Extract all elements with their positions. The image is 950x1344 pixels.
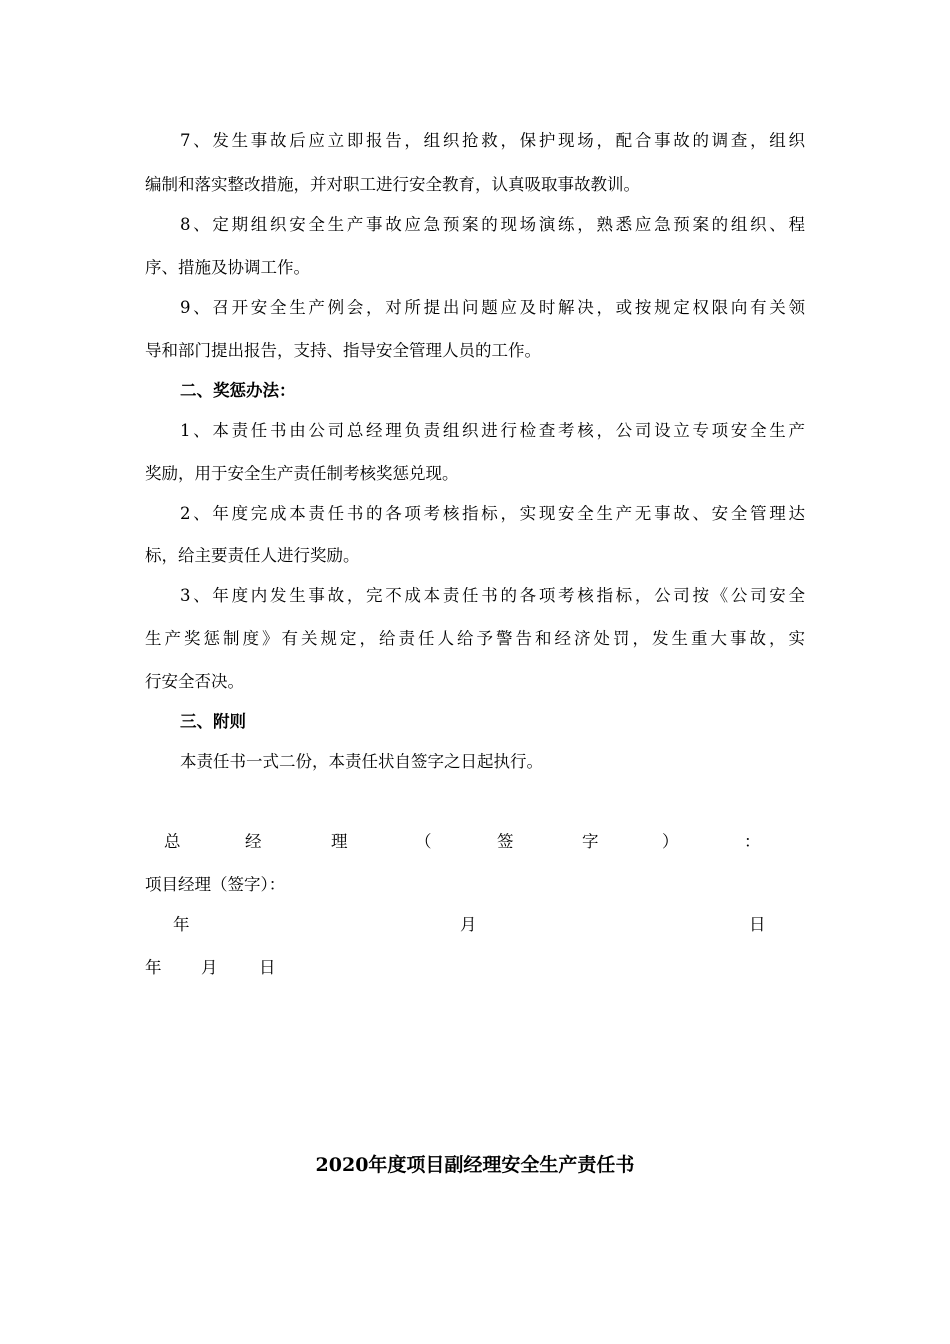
sig-char: ： [744, 832, 761, 851]
date-line-2 [0, 955, 950, 981]
item8-line1: 8、定期组织安全生产事故应急预案的现场演练，熟悉应急预案的组织、程 [180, 215, 805, 234]
sig-char: 总 [164, 832, 181, 851]
project-manager-signature-label: 项目经理（签字）： [145, 875, 286, 894]
day-label: 日 [259, 958, 276, 977]
sig-char: 字 [582, 832, 599, 851]
item7-line2: 编制和落实整改措施，并对职工进行安全教育，认真吸取事故教训。 [145, 175, 640, 194]
item9-line1: 9、召开安全生产例会，对所提出问题应及时解决，或按规定权限向有关领 [180, 298, 805, 317]
reward-item2-line2: 标，给主要责任人进行奖励。 [145, 546, 360, 565]
reward-item3-line3: 行安全否决。 [145, 672, 244, 691]
section3-heading: 三、附则 [180, 712, 246, 731]
month-label: 月 [201, 958, 218, 977]
appendix-text: 本责任书一式二份，本责任状自签字之日起执行。 [180, 752, 543, 771]
next-document-title: 2020年度项目副经理安全生产责任书 [315, 1154, 635, 1176]
item9-line2: 导和部门提出报告，支持、指导安全管理人员的工作。 [145, 341, 541, 360]
sig-char: 理 [331, 832, 348, 851]
year-label: 年 [173, 915, 190, 934]
reward-item2-line1: 2、年度完成本责任书的各项考核指标，实现安全生产无事故、安全管理达 [180, 504, 805, 523]
sig-char: 签 [497, 832, 514, 851]
sig-char: （ [415, 832, 432, 851]
section2-heading: 二、奖惩办法： [180, 381, 296, 400]
item8-line2: 序、措施及协调工作。 [145, 258, 310, 277]
reward-item1-line1: 1、本责任书由公司总经理负责组织进行检查考核，公司设立专项安全生产 [180, 421, 805, 440]
reward-item1-line2: 奖励，用于安全生产责任制考核奖惩兑现。 [145, 464, 459, 483]
year-label: 年 [145, 958, 162, 977]
sig-char: ） [662, 832, 679, 851]
reward-item3-line1: 3、年度内发生事故，完不成本责任书的各项考核指标，公司按《公司安全 [180, 586, 805, 605]
general-manager-signature-line [0, 829, 950, 855]
reward-item3-line2: 生产奖惩制度》有关规定，给责任人给予警告和经济处罚，发生重大事故，实 [145, 629, 805, 648]
date-line-1 [0, 912, 950, 938]
sig-char: 经 [245, 832, 262, 851]
month-label: 月 [460, 915, 477, 934]
item7-line1: 7、发生事故后应立即报告，组织抢救，保护现场，配合事故的调查，组织 [180, 131, 805, 150]
day-label: 日 [749, 915, 766, 934]
